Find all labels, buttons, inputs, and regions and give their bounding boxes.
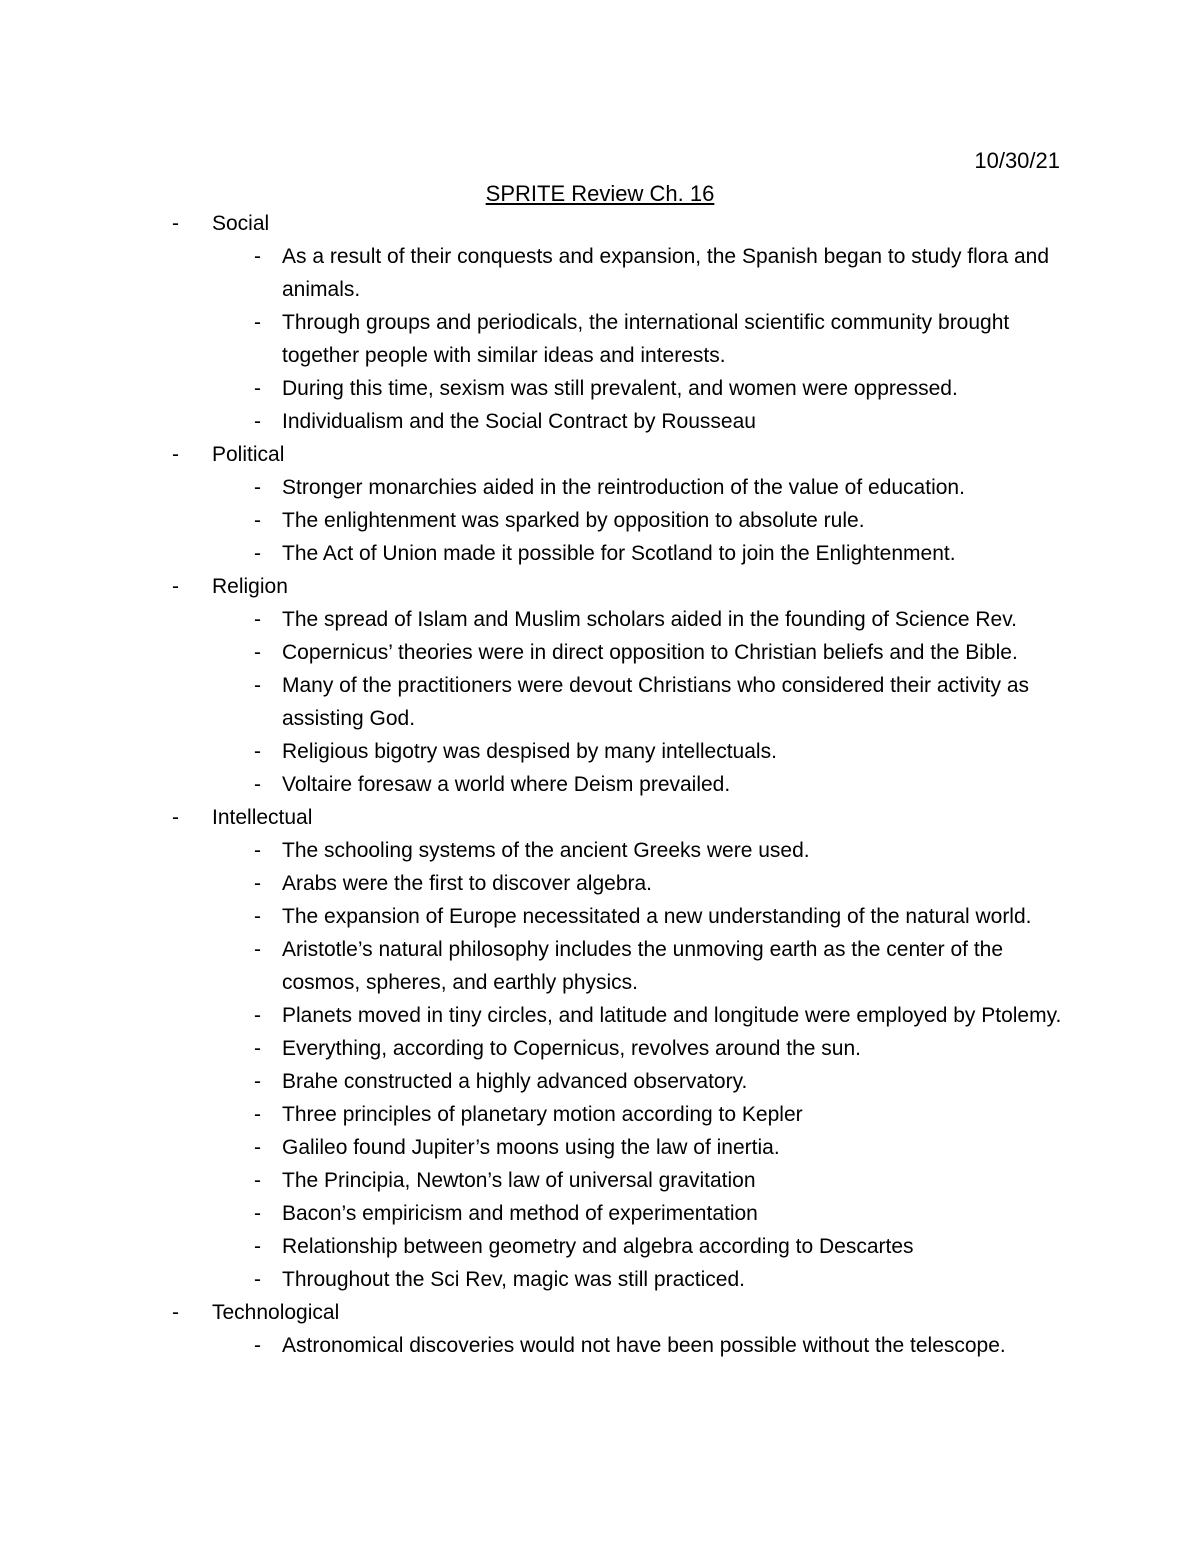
bullet-dash: -: [254, 1037, 261, 1060]
bullet-dash: -: [254, 1202, 261, 1225]
bullet-dash: -: [172, 1301, 179, 1324]
point-text: Relationship between geometry and algebra according to Descartes: [282, 1235, 914, 1258]
list-item: [212, 1164, 1072, 1197]
list-item: [212, 768, 1072, 801]
list-item: [212, 735, 1072, 768]
bullet-dash: -: [254, 245, 261, 268]
section-intellectual: [172, 801, 1072, 1296]
list-item: [212, 1131, 1072, 1164]
review-outline: [172, 207, 1072, 1362]
bullet-dash: -: [254, 1070, 261, 1093]
point-text: Individualism and the Social Contract by Rousseau: [282, 410, 756, 433]
bullet-dash: -: [254, 905, 261, 928]
list-item: [212, 1329, 1072, 1362]
bullet-dash: -: [172, 212, 179, 235]
list-item: [212, 1197, 1072, 1230]
point-text: As a result of their conquests and expansion, the Spanish began to study flora and animals.: [282, 245, 1050, 301]
point-text: Planets moved in tiny circles, and latitude and longitude were employed by Ptolemy.: [282, 1004, 1062, 1027]
point-text: Bacon’s empiricism and method of experimentation: [282, 1202, 758, 1225]
section-heading: Intellectual: [212, 806, 313, 829]
bullet-dash: -: [254, 608, 261, 631]
section-heading: Political: [212, 443, 285, 466]
list-item: [212, 867, 1072, 900]
list-item: [212, 933, 1072, 999]
point-text: Everything, according to Copernicus, revolves around the sun.: [282, 1037, 861, 1060]
list-item: [212, 900, 1072, 933]
bullet-dash: -: [254, 872, 261, 895]
bullet-dash: -: [254, 1235, 261, 1258]
point-text: Many of the practitioners were devout Christians who considered their activity as assisting God.: [282, 674, 1030, 730]
point-text: Copernicus’ theories were in direct opposition to Christian beliefs and the Bible.: [282, 641, 1018, 664]
section-points: [212, 471, 1072, 570]
point-text: The schooling systems of the ancient Greeks were used.: [282, 839, 810, 862]
section-religion: [172, 570, 1072, 801]
bullet-dash: -: [254, 674, 261, 697]
list-item: [212, 669, 1072, 735]
bullet-dash: -: [172, 806, 179, 829]
list-item: [212, 603, 1072, 636]
point-text: The Act of Union made it possible for Scotland to join the Enlightenment.: [282, 542, 956, 565]
bullet-dash: -: [254, 1334, 261, 1357]
section-points: [212, 603, 1072, 801]
list-item: [212, 1230, 1072, 1263]
bullet-dash: -: [254, 1103, 261, 1126]
list-item: [212, 1263, 1072, 1296]
list-item: [212, 504, 1072, 537]
section-points: [212, 240, 1072, 438]
bullet-dash: -: [254, 1268, 261, 1291]
point-text: The spread of Islam and Muslim scholars aided in the founding of Science Rev.: [282, 608, 1017, 631]
point-text: Aristotle’s natural philosophy includes the unmoving earth as the center of the cosmos, spheres, and earthly physics.: [282, 938, 1004, 994]
list-item: [212, 636, 1072, 669]
bullet-dash: -: [254, 542, 261, 565]
list-item: [212, 1032, 1072, 1065]
point-text: During this time, sexism was still prevalent, and women were oppressed.: [282, 377, 958, 400]
bullet-dash: -: [254, 509, 261, 532]
point-text: Stronger monarchies aided in the reintroduction of the value of education.: [282, 476, 965, 499]
bullet-dash: -: [254, 1169, 261, 1192]
section-social: [172, 207, 1072, 438]
section-points: [212, 1329, 1072, 1362]
list-item: [212, 537, 1072, 570]
bullet-dash: -: [254, 1004, 261, 1027]
point-text: Throughout the Sci Rev, magic was still practiced.: [282, 1268, 745, 1291]
point-text: Three principles of planetary motion according to Kepler: [282, 1103, 803, 1126]
point-text: The enlightenment was sparked by opposition to absolute rule.: [282, 509, 865, 532]
point-text: Voltaire foresaw a world where Deism prevailed.: [282, 773, 731, 796]
list-item: [212, 999, 1072, 1032]
section-heading: Technological: [212, 1301, 340, 1324]
point-text: Arabs were the first to discover algebra.: [282, 872, 653, 895]
section-heading: Religion: [212, 575, 288, 598]
bullet-dash: -: [254, 1136, 261, 1159]
list-item: [212, 372, 1072, 405]
point-text: Galileo found Jupiter’s moons using the law of inertia.: [282, 1136, 780, 1159]
list-item: [212, 1098, 1072, 1131]
list-item: [212, 471, 1072, 504]
point-text: Through groups and periodicals, the international scientific community brought together people with similar ideas and interests.: [282, 311, 1010, 367]
point-text: Astronomical discoveries would not have been possible without the telescope.: [282, 1334, 1006, 1357]
list-item: [212, 834, 1072, 867]
list-item: [212, 240, 1072, 306]
point-text: Brahe constructed a highly advanced observatory.: [282, 1070, 748, 1093]
section-technological: [172, 1296, 1072, 1362]
bullet-dash: -: [254, 773, 261, 796]
bullet-dash: -: [172, 575, 179, 598]
bullet-dash: -: [254, 641, 261, 664]
bullet-dash: -: [254, 740, 261, 763]
point-text: The expansion of Europe necessitated a new understanding of the natural world.: [282, 905, 1032, 928]
bullet-dash: -: [254, 839, 261, 862]
bullet-dash: -: [254, 377, 261, 400]
bullet-dash: -: [172, 443, 179, 466]
bullet-dash: -: [254, 311, 261, 334]
section-heading: Social: [212, 212, 270, 235]
point-text: Religious bigotry was despised by many intellectuals.: [282, 740, 777, 763]
list-item: [212, 1065, 1072, 1098]
bullet-dash: -: [254, 410, 261, 433]
section-political: [172, 438, 1072, 570]
document-date: 10/30/21: [974, 148, 1060, 173]
section-points: [212, 834, 1072, 1296]
list-item: [212, 306, 1072, 372]
bullet-dash: -: [254, 938, 261, 961]
list-item: [212, 405, 1072, 438]
bullet-dash: -: [254, 476, 261, 499]
document-title: SPRITE Review Ch. 16: [485, 181, 715, 206]
point-text: The Principia, Newton’s law of universal gravitation: [282, 1169, 756, 1192]
